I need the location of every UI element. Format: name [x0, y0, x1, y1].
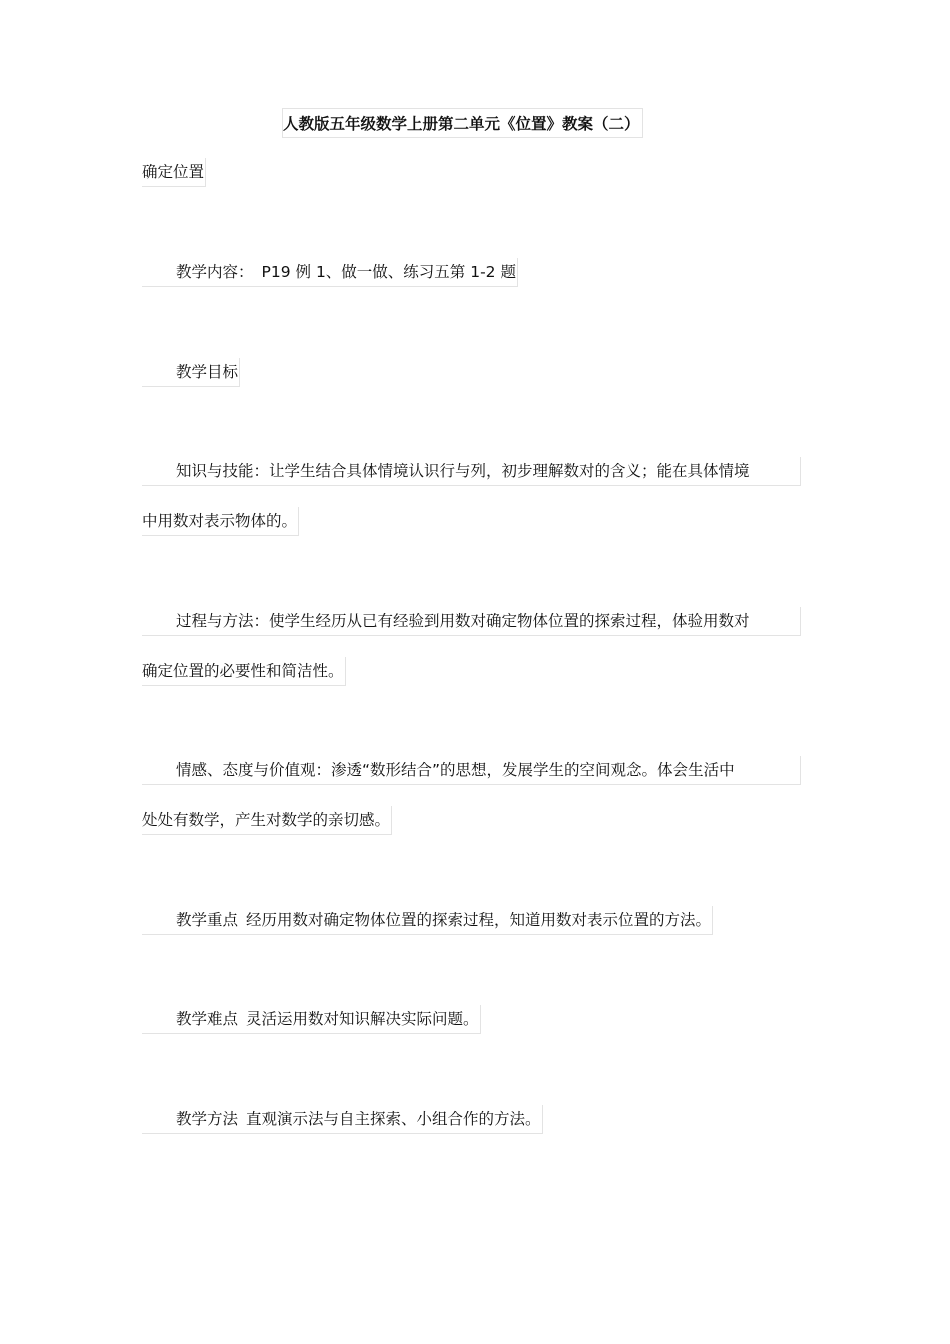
knowledge-line-1: 知识与技能：让学生结合具体情境认识行与列，初步理解数对的含义；能在具体情境: [142, 457, 801, 486]
method-label: 教学方法: [176, 1110, 239, 1128]
key-point-value: 经历用数对确定物体位置的探索过程，知道用数对表示位置的方法。: [246, 911, 712, 929]
process-line-1: 过程与方法：使学生经历从已有经验到用数对确定物体位置的探索过程，体验用数对: [142, 607, 801, 636]
method-line: [142, 1105, 543, 1134]
method-value: 直观演示法与自主探索、小组合作的方法。: [246, 1110, 541, 1128]
difficulty-line: [142, 1005, 481, 1034]
emotion-line-1: 情感、态度与价值观：渗透“数形结合”的思想，发展学生的空间观念。体会生活中: [142, 756, 801, 785]
knowledge-line-2: 中用数对表示物体的。: [142, 507, 299, 536]
objectives-heading: 教学目标: [142, 358, 240, 387]
teaching-content-value: P19 例 1、做一做、练习五第 1-2 题: [261, 263, 516, 281]
process-line-2: 确定位置的必要性和简洁性。: [142, 657, 346, 686]
document-title: 人教版五年级数学上册第二单元《位置》教案（二）: [282, 108, 643, 138]
section-heading: 确定位置: [142, 158, 206, 187]
emotion-line-2: 处处有数学，产生对数学的亲切感。: [142, 806, 392, 835]
key-point-label: 教学重点: [176, 911, 239, 929]
difficulty-label: 教学难点: [176, 1010, 239, 1028]
teaching-content-line: [142, 258, 518, 287]
key-point-line: [142, 906, 713, 935]
difficulty-value: 灵活运用数对知识解决实际问题。: [246, 1010, 479, 1028]
teaching-content-label: 教学内容：: [176, 263, 254, 281]
